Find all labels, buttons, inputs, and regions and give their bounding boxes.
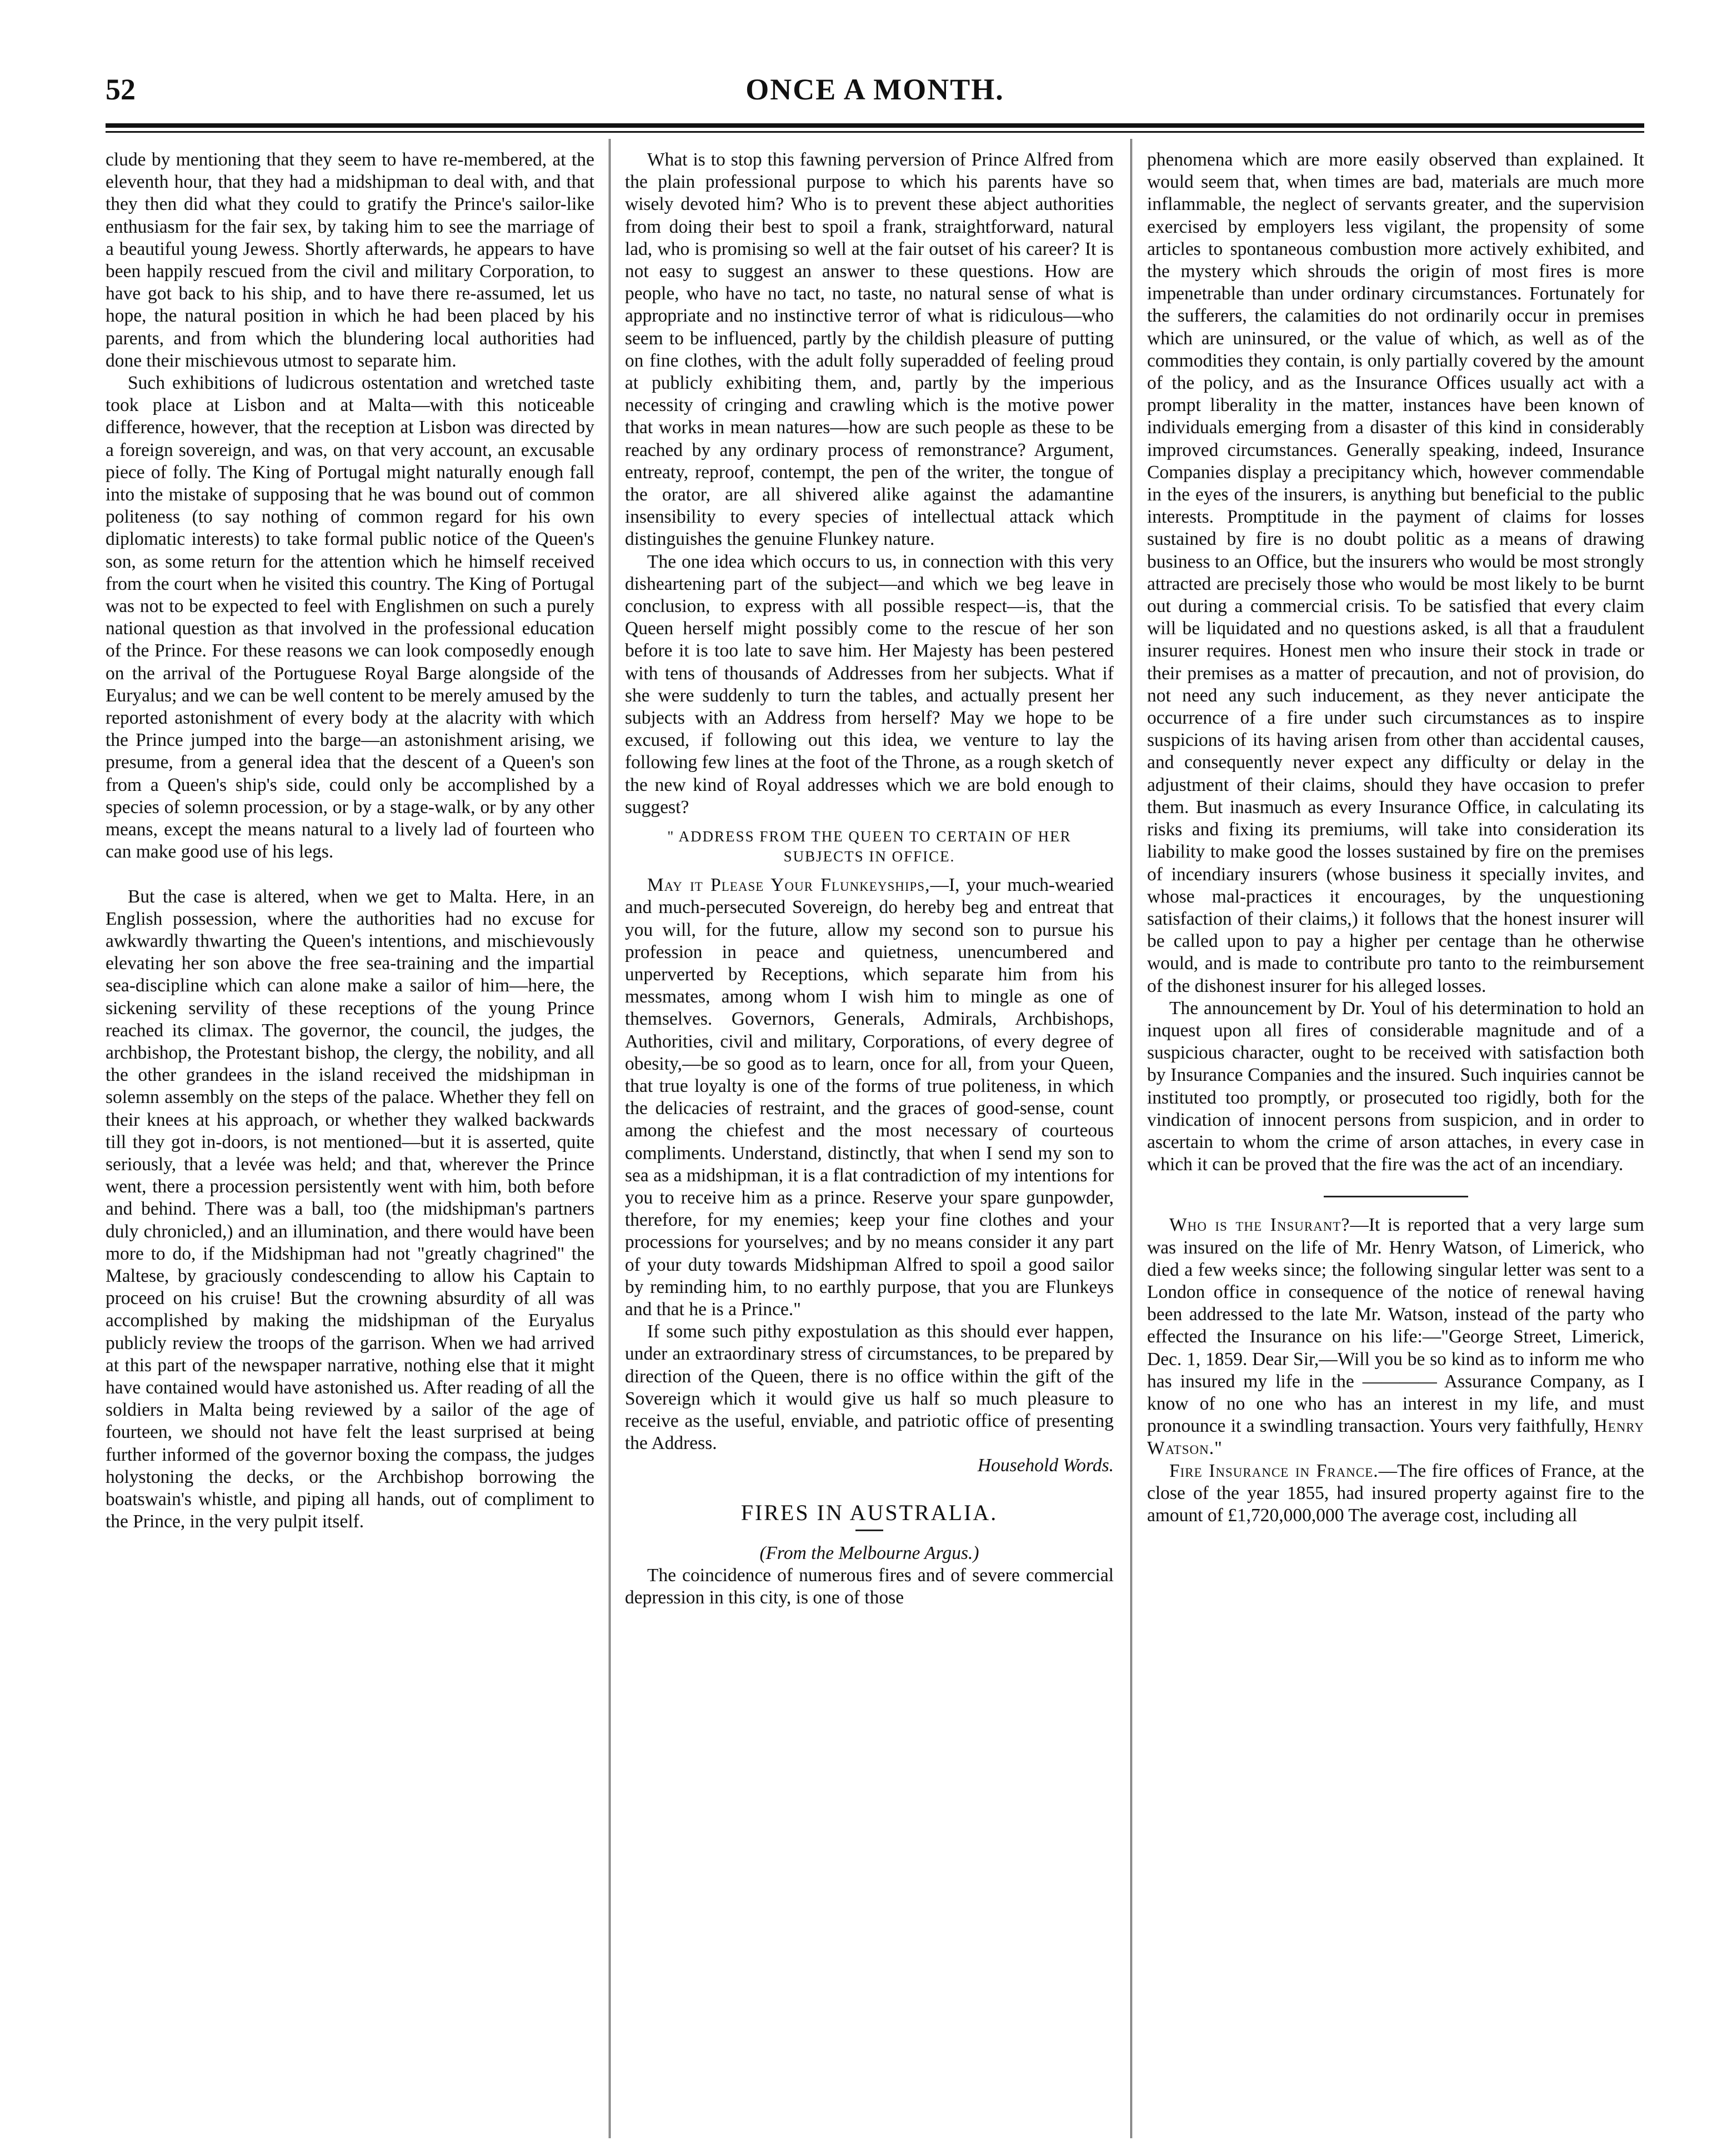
paragraph: The announcement by Dr. Youl of his determination to hold an inquest upon all fires of considerable magnitude and of a suspicious character, ought to be received with satisfaction both by Insurance Companies and the insured. Such inquiries cannot be instituted too promptly, or prosecuted too rigidly, both for the vindication of innocent persons from suspicion, and in order to ascertain to whom the crime of arson attaches, in every case in which it can be proved that the fire was the act of an incendiary.: [1147, 997, 1644, 1175]
column-3: [1147, 149, 1644, 2137]
header-rule-thin: [106, 131, 1644, 133]
paragraph: The coincidence of numerous fires and of severe commercial depression in this city, is one of those: [625, 1565, 1114, 1608]
france-heading: Fire Insurance in France.: [1169, 1460, 1379, 1481]
column-2: [625, 149, 1114, 2137]
paragraph: clude by mentioning that they seem to have re-membered, at the eleventh hour, that they had a midshipman to deal with, and that they then did what they could to gratify the Prince's sailor-like enthusiasm for the fair sex, by taking him to see the marriage of a beautiful young Jewess. Shortly afterwards, he appears to have been happily rescued from the civil and military Corporation, to have got back to his ship, and to have there re-assumed, let us hope, the natural position in which he had been placed by his parents, and from which the blundering local authorities had done their mischievous utmost to separate him.: [106, 149, 594, 371]
france-body: —The fire offices of France, at the close of the year 1855, had insured property against fire to the amount of £1,720,000,000 The average cost, including all: [1147, 1460, 1644, 1526]
article-source: [625, 1542, 1114, 1565]
title-rule: [855, 1530, 883, 1531]
page-number: 52: [106, 73, 136, 106]
insurant-body: —It is reported that a very large sum was insured on the life of Mr. Henry Watson, of Limerick, who died a few weeks since; the following singular letter was sent to a London office in consequence of the notice of renewal having been addressed to the late Mr. Watson, instead of the party who effected the Insurance on his life:—"George Street, Limerick, Dec. 1, 1859. Dear Sir,—Will you be so kind as to inform me who has insured my life in the ———— Assurance Company, as I know of no one who has an interest in my life, and must pronounce it a swindling transaction. Yours very faithfully,: [1147, 1215, 1644, 1437]
address-body: —I, your much-wearied and much-persecuted Sovereign, do hereby beg and entreat that you will, for the future, allow my second son to pursue his profession in peace and quietness, unencumbered and unperverted by Receptions, which separate him from his messmates, among whom I wish him to mingle as one of themselves. Governors, Generals, Admirals, Archbishops, Authorities, civil and military, Corporations, of every degree of obesity,—be so good as to learn, once for all, from your Queen, that true loyalty is one of the forms of true politeness, in which the delicacies of restraint, and the graces of good-sense, count among the chiefest and the most necessary of courteous compliments. Understand, distinctly, that when I send my son to sea as a midshipman, it is a flat contradiction of my intentions for you to receive him as a prince. Reserve your spare gunpowder, therefore, for my enemies; keep your fine clothes and your processions for yourselves; and by no means consider it any part of your duty towards Midshipman Alfred to spoil a good sailor by reminding him, to no earthly purpose, that you are Flunkeys and that he is a Prince.": [625, 875, 1114, 1320]
paragraph: But the case is altered, when we get to Malta. Here, in an English possession, where the authorities had no excuse for awkwardly thwarting the Queen's intentions, and mischievously elevating her son above the free sea-training and the impartial sea-discipline which can alone make a sailor of him—here, the sickening servility of these receptions of the young Prince reached its climax. The governor, the council, the judges, the archbishop, the Protestant bishop, the clergy, the nobility, and all the other grandees in the island received the midshipman in solemn assembly on the steps of the palace. Whether they fell on their knees at his approach, or whether they walked backwards till they got in-doors, is not mentioned—but it is asserted, quite seriously, that a levée was held; and that, wherever the Prince went, there a procession persistently went with him, both before and behind. There was a ball, too (the midshipman's partners duly chronicled,) and an illumination, and there would have been more to do, if the Midshipman had not "greatly chagrined" the Maltese, by graciously condescending to allow his Captain to proceed on his cruise! But the crowning absurdity of all was accomplished by making the midshipman of the Euryalus publicly review the troops of the garrison. When we had arrived at this part of the newspaper narrative, nothing else that it might have contained would have astonished us. After reading of all the soldiers in Malta being reviewed by a sailor of the age of fourteen, we should not have felt the least surprised at being further informed of the governor boxing the compass, the judges holystoning the decks, or the Archbishop borrowing the boatswain's whistle, and piping all hands, out of compliment to the Prince, in the very pulpit itself.: [106, 886, 594, 1532]
france-paragraph: [1147, 1460, 1644, 1527]
insurant-heading: Who is the Insurant?: [1169, 1215, 1350, 1236]
paragraph: Such exhibitions of ludicrous ostentation and wretched taste took place at Lisbon and at Malta—with this noticeable difference, however, that the reception at Lisbon was directed by a foreign sovereign, and was, on that very account, an excusable piece of folly. The King of Portugal might naturally enough fall into the mistake of supposing that he was bound out of common politeness (to say nothing of common regard for his own diplomatic interests) to take formal public notice of the Queen's son, as some return for the attention which he himself received from the court when he visited this country. The King of Portugal was not to be expected to feel with Englishmen on such a purely national question as that involved in the professional education of the Prince. For these reasons we can look composedly enough on the arrival of the Portuguese Royal Barge alongside of the Euryalus; and we can be well content to be merely amused by the reported astonishment of every body at the alacrity with which the Prince jumped into the barge—an astonishment arising, we presume, from a general idea that the descent of a Queen's son from a Queen's ship's side, could only be accomplished by a species of solemn procession, or by a stage-walk, or by any other means, except the means natural to a lively lad of fourteen who can make good use of his legs.: [106, 373, 594, 863]
paragraph: The one idea which occurs to us, in connection with this very disheartening part of the subject—and which we beg leave in conclusion, to express with all possible respect—is, that the Queen herself might possibly come to the rescue of her son before it is too late to save him. Her Majesty has been pestered with tens of thousands of Addresses from her subjects. What if she were suddenly to turn the tables, and actually present her subjects with an Address from herself? May we hope to be excused, if following out this idea, we venture to lay the following few lines at the foot of the Throne, as a rough sketch of the new kind of Royal addresses which we are bold enough to suggest?: [625, 551, 1114, 818]
attribution-text: Household Words.: [977, 1455, 1114, 1476]
column-divider-2: [1130, 139, 1132, 2138]
address-salutation: May it Please Your Flunkeyships,: [647, 875, 930, 896]
running-title: ONCE A MONTH.: [745, 73, 1004, 106]
insurant-paragraph: [1147, 1214, 1644, 1460]
paragraph: What is to stop this fawning perversion of Prince Alfred from the plain professional purpose to which his parents have so wisely devoted him? Who is to prevent these abject authorities from doing their best to spoil a frank, straightforward, natural lad, who is promising so well at the fair outset of his career? It is not easy to suggest an answer to these questions. How are people, who have no tact, no taste, no natural sense of what is appropriate and no instinctive terror of what is ridiculous—who seem to be influenced, partly by the childish pleasure of putting on fine clothes, with the adult folly superadded of feeling proud at publicly exhibiting them, and, partly by the imperious necessity of cringing and crawling which is the motive power that works in mean natures—how are such people as these to be reached by any ordinary process of remonstrance? Argument, entreaty, reproof, contempt, the pen of the writer, the tongue of the orator, are all shivered alike against the adamantine insensibility to every species of intellectual attack which distinguishes the genuine Flunkey nature.: [625, 149, 1114, 550]
attribution: [625, 1455, 1114, 1477]
column-1: [106, 149, 594, 2137]
header-rule-thick: [106, 123, 1644, 128]
page-header: [106, 67, 1644, 111]
paragraph: If some such pithy expostulation as this should ever happen, under an extraordinary stress of circumstances, to be prepared by direction of the Queen, there is no office within the gift of the Sovereign which it would give us half so much pleasure to receive as the useful, enviable, and patriotic office of presenting the Address.: [625, 1321, 1114, 1454]
paragraph: phenomena which are more easily observed than explained. It would seem that, when times are bad, materials are much more inflammable, the neglect of servants greater, and the supervision exercised by employers less vigilant, the propensity of some articles to spontaneous combustion more actively exhibited, and the mystery which shrouds the origin of most fires is more impenetrable than under ordinary circumstances. Fortunately for the sufferers, the calamities do not ordinarily occur in premises which are uninsured, or the value of which, as well as of the commodities they contain, is only partially covered by the amount of the policy, and as the Insurance Offices usually act with a prompt liberality in the matter, instances have been known of individuals emerging from a disaster of this kind in considerably improved circumstances. Generally speaking, indeed, Insurance Companies display a precipitancy which, however commendable in the eyes of the insurers, is anything but beneficial to the public interests. Promptitude in the payment of claims for losses sustained by fire is no doubt politic as a means of drawing business to an Office, but the insurers who would be most strongly attracted are precisely those who would be most likely to be burnt out during a commercial crisis. To be satisfied that every claim will be liquidated and no questions asked, is all that a fraudulent insurer requires. Honest men who insure their stock in trade or their premises as a matter of precaution, and not of provision, do not need any such inducement, as they never anticipate the occurrence of a fire under such circumstances as to inspire suspicions of its having arisen from other than accidental causes, and consequently never expect any difficulty or delay in the adjustment of their claims, should they have occasion to prefer them. But inasmuch as every Insurance Office, in calculating its risks and fixing its premiums, will take into consideration its liability to make good the losses sustained by fire on the premises of incendiary insurers (whose business it specially invites, and whose mal-practices it encourages, by the unquestioning satisfaction of their claims,) it follows that the honest insurer will be called upon to pay a higher per centage than he otherwise would, and is made to contribute pro tanto to the reimbursement of the dishonest insurer for his alleged losses.: [1147, 149, 1644, 996]
column-divider-1: [609, 139, 610, 2138]
article-title: FIRES IN AUSTRALIA.: [740, 1500, 998, 1525]
section-separator: [1324, 1196, 1468, 1197]
article-source-text: (From the Melbourne Argus.): [759, 1542, 979, 1563]
insurant-close: ": [1214, 1438, 1222, 1459]
address-paragraph: [625, 874, 1114, 1321]
insurant-signature: Henry Watson.: [1147, 1416, 1644, 1459]
address-heading: " ADDRESS FROM THE QUEEN TO CERTAIN OF HER SUBJECTS IN OFFICE.: [667, 828, 1072, 865]
